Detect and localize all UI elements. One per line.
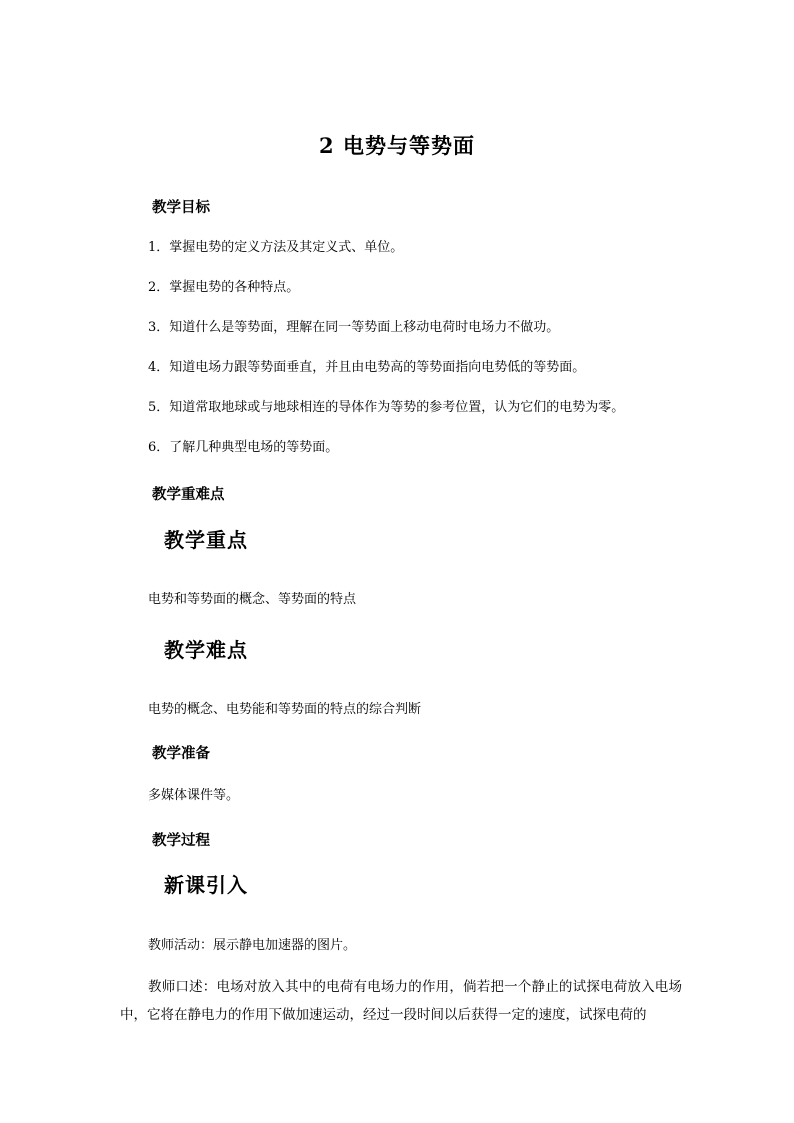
heading-intro: 新课引入: [164, 873, 248, 897]
objective-item-6: 6．了解几种典型电场的等势面。: [148, 440, 339, 455]
heading-difficult-points: 教学难点: [164, 638, 248, 662]
objective-item-2: 2．掌握电势的各种特点。: [148, 280, 300, 295]
heading-key-points: 教学重点: [164, 528, 248, 552]
teacher-narration-paragraph: 教师口述：电场对放入其中的电荷有电场力的作用，倘若把一个静止的试探电荷放入电场中，它将在静电力的作用下做加速运动，经过一段时间以后获得一定的速度，试探电荷的: [120, 979, 682, 1023]
teacher-activity-text: 教师活动：展示静电加速器的图片。: [148, 938, 357, 953]
heading-key-difficult: 教学重难点: [152, 486, 225, 503]
objective-item-1: 1．掌握电势的定义方法及其定义式、单位。: [148, 240, 404, 255]
objective-item-5: 5．知道常取地球或与地球相连的导体作为等势的参考位置，认为它们的电势为零。: [148, 400, 625, 415]
objective-item-4: 4．知道电场力跟等势面垂直，并且由电势高的等势面指向电势低的等势面。: [148, 360, 586, 375]
preparation-text: 多媒体课件等。: [148, 788, 240, 803]
page-title: 2 电势与等势面: [319, 133, 475, 158]
heading-objectives: 教学目标: [152, 199, 210, 216]
difficult-points-text: 电势的概念、电势能和等势面的特点的综合判断: [148, 702, 422, 717]
heading-preparation: 教学准备: [152, 745, 210, 762]
key-points-text: 电势和等势面的概念、等势面的特点: [148, 592, 357, 607]
objective-item-3: 3．知道什么是等势面，理解在同一等势面上移动电荷时电场力不做功。: [148, 320, 560, 335]
heading-process: 教学过程: [152, 832, 210, 849]
